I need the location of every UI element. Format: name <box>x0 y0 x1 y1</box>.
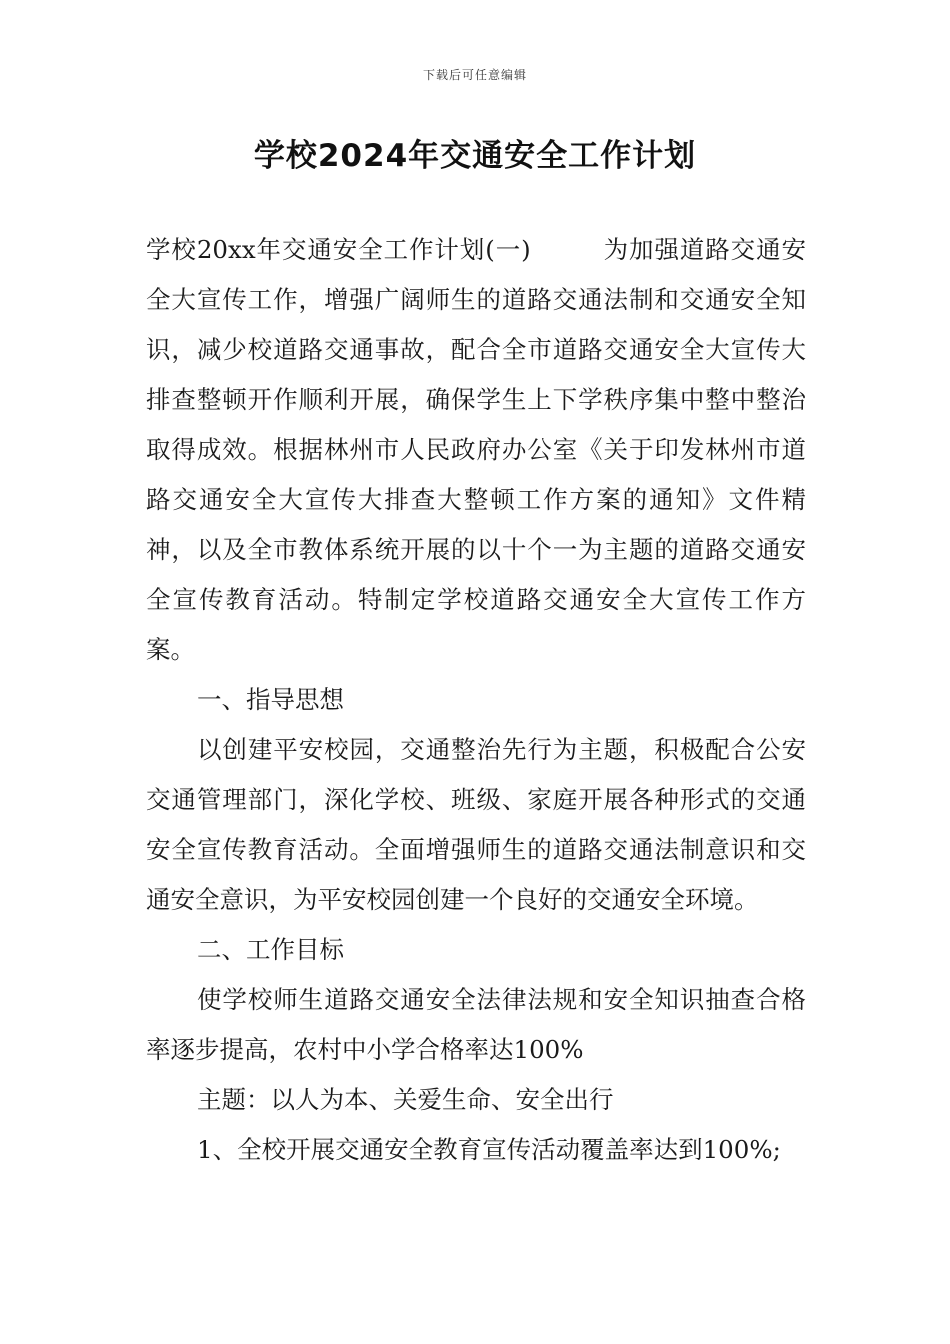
list-item-1: 1、全校开展交通安全教育宣传活动覆盖率达到100%; <box>197 1135 781 1164</box>
section2-paragraph: 使学校师生道路交通安全法律法规和安全知识抽查合格率逐步提高，农村中小学合格率达100% <box>146 985 806 1064</box>
header-note: 下载后可任意编辑 <box>422 68 527 82</box>
document-title: 学校2024年交通安全工作计划 <box>253 138 697 174</box>
intro-paragraph <box>146 225 806 675</box>
intro-heading: 学校20xx年交通安全工作计划(一) <box>146 235 531 264</box>
theme-line: 主题：以人为本、关爱生命、安全出行 <box>197 1085 614 1114</box>
section2-heading: 二、工作目标 <box>197 935 344 964</box>
section1-heading: 一、指导思想 <box>197 685 344 714</box>
section1-paragraph: 以创建平安校园，交通整治先行为主题，积极配合公安交通管理部门，深化学校、班级、家庭开展各种形式的交通安全宣传教育活动。全面增强师生的道路交通法制意识和交通安全意识，为平安校园创建一个良好的交通安全环境。 <box>146 735 806 914</box>
intro-text: 为加强道路交通安全大宣传工作，增强广阔师生的道路交通法制和交通安全知识，减少校道路交通事故，配合全市道路交通安全大宣传大排查整顿开作顺利开展，确保学生上下学秩序集中整中整治取得成效。根据林州市人民政府办公室《关于印发林州市道路交通安全大宣传大排查大整顿工作方案的通知》文件精神，以及全市教体系统开展的以十个一为主题的道路交通安全宣传教育活动。特制定学校道路交通安全大宣传工作方案。 <box>146 235 806 664</box>
document-body <box>146 225 806 1175</box>
